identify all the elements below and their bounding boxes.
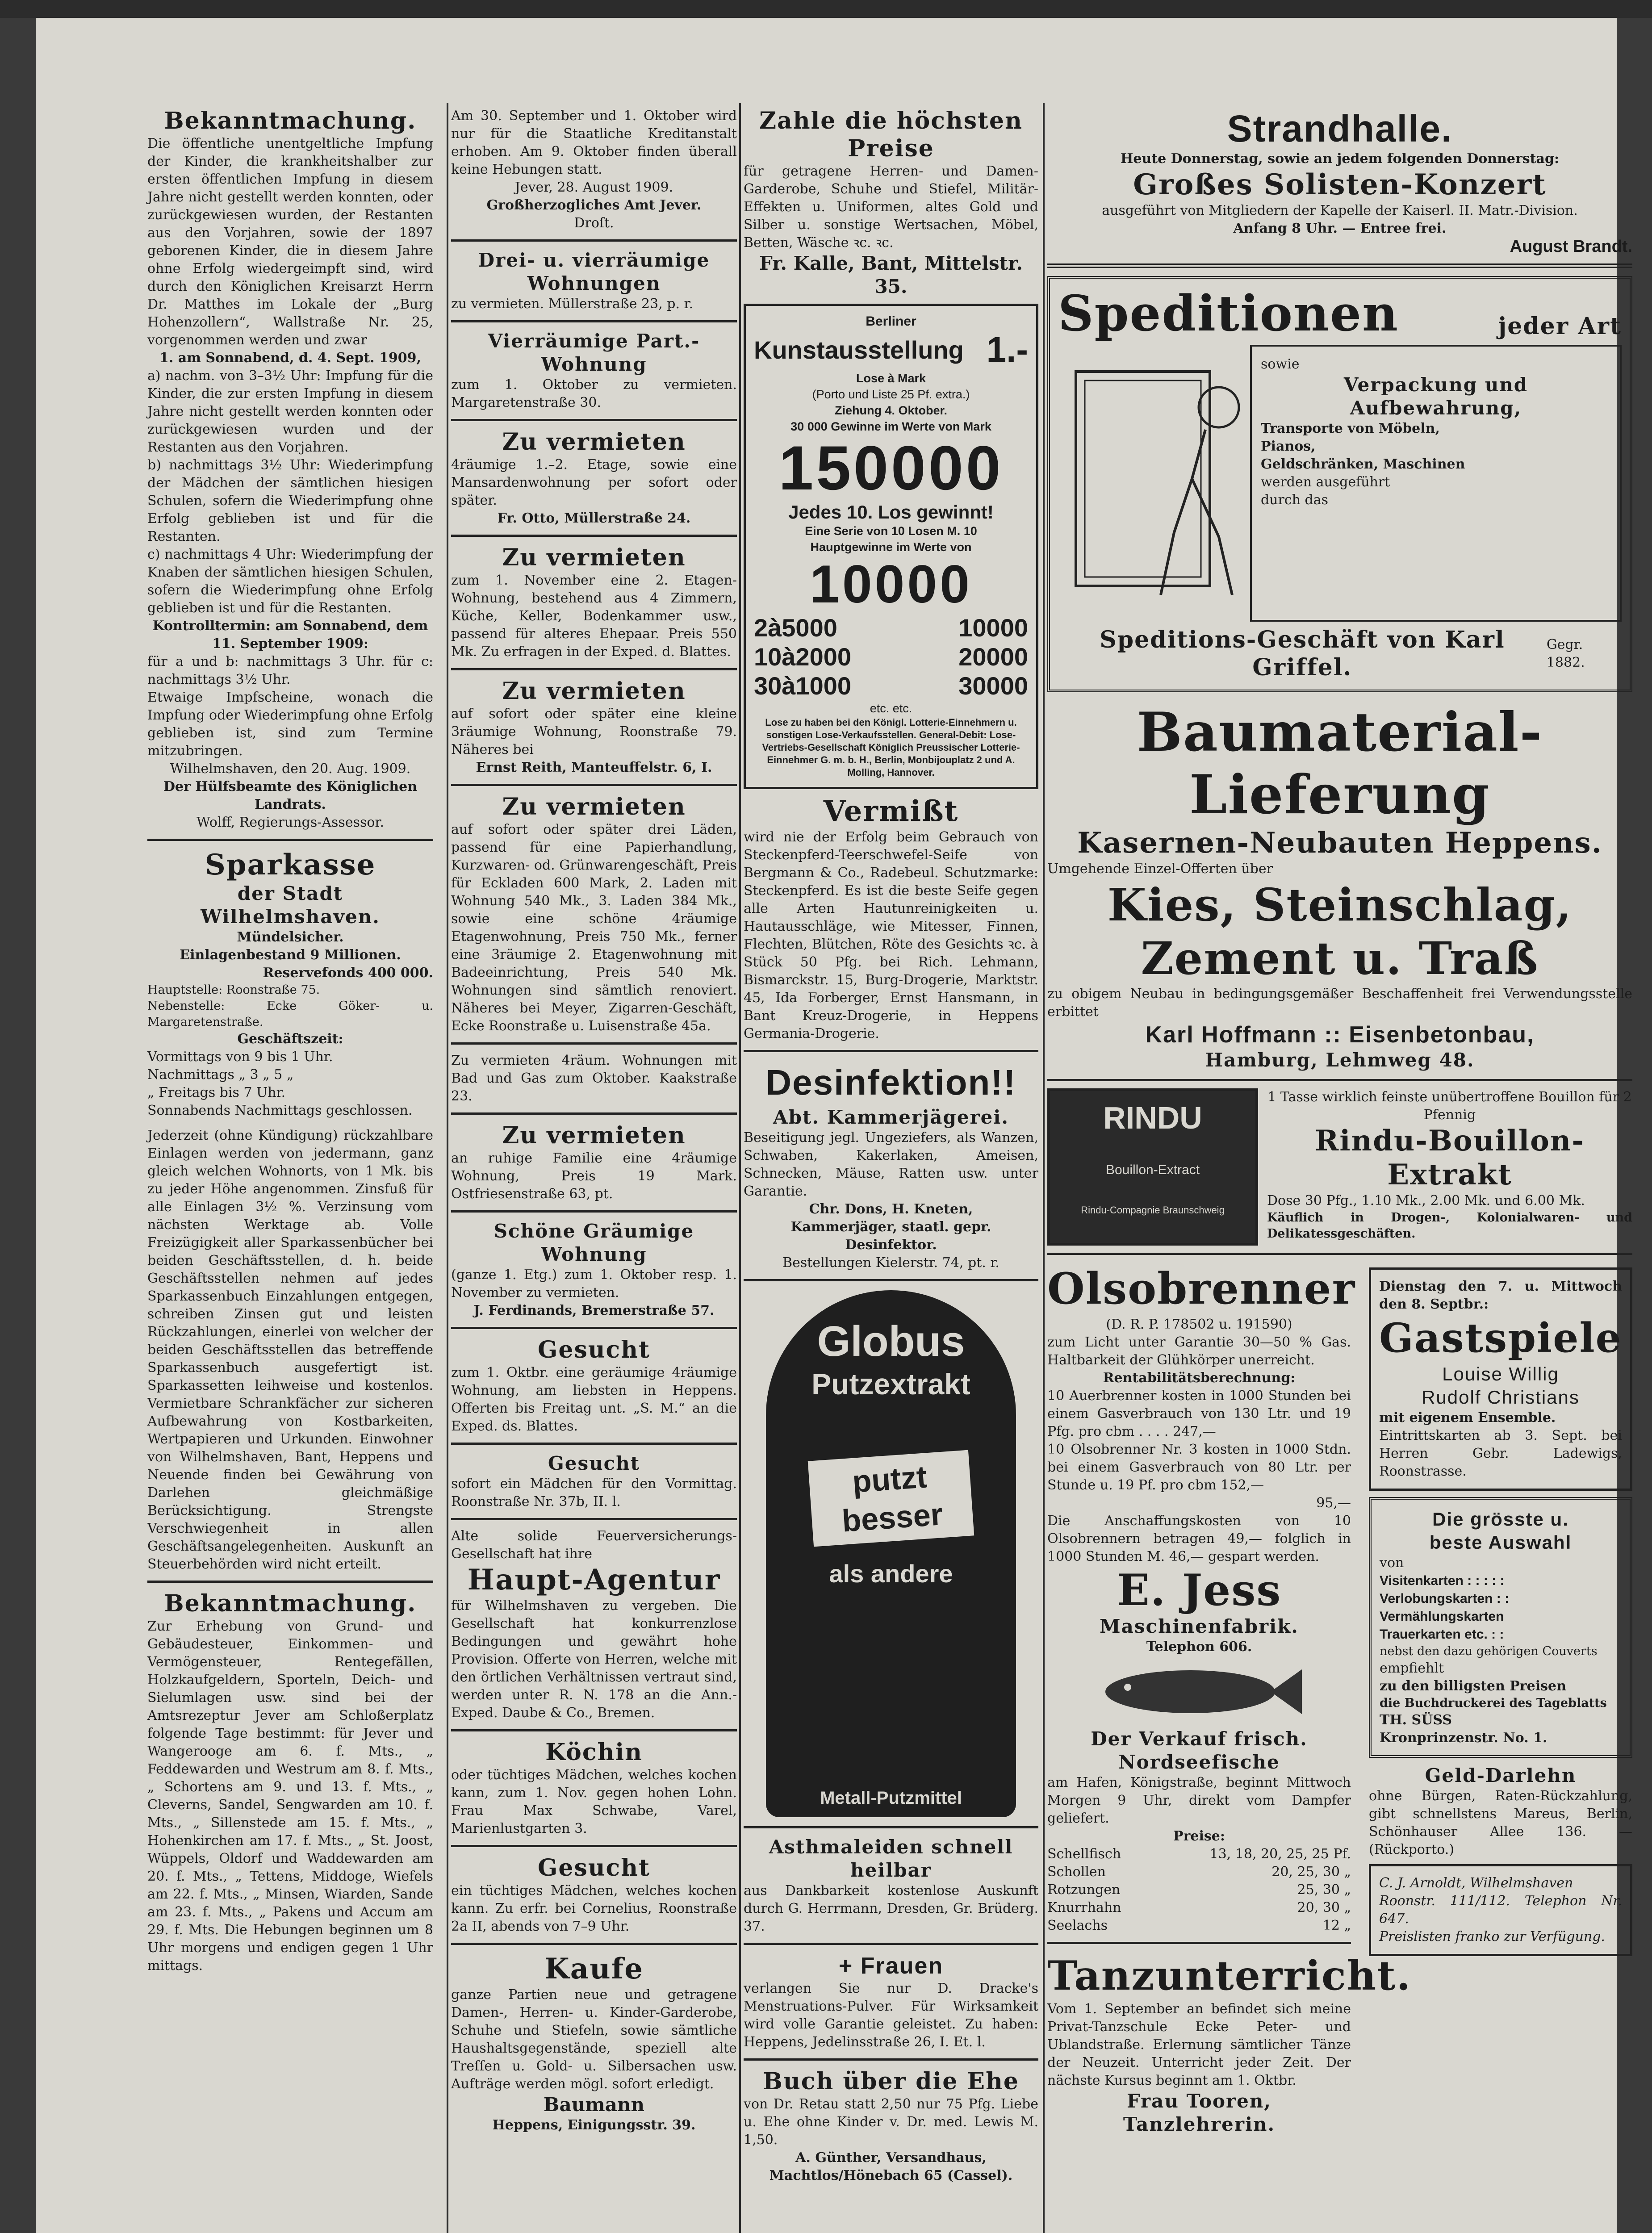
- column-rule: [739, 103, 741, 2233]
- ad-koechin-head: Köchin: [545, 1739, 643, 1766]
- ad-zu-vermieten-3-text: auf sofort oder später eine kleine 3räumige Wohnung, Roonstraße 79. Näheres bei: [451, 706, 737, 757]
- tanz-text: Vom 1. September an befindet sich meine Privat-Tanzschule Ecke Peter- und Ublandstraße. Erlernung sämtlicher Tänze der Neuzeit. Unterricht jeder Zeit. Der nächste Kursus beginnt am 1. Oktbr.: [1047, 2001, 1351, 2088]
- kontrolltermin: Kontrolltermin: am Sonnabend, dem 11. September 1909:: [152, 618, 428, 652]
- divider: [451, 668, 737, 670]
- bekanntmachung-rest: Etwaige Impfscheine, wonach die Impfung oder Wiederimpfung ohne Erfolg geblieben ist, sind zum Termine mitzubringen.: [147, 690, 433, 759]
- signature-office: Der Hülfsbeamte des Königlichen Landrats.: [163, 779, 418, 812]
- ad-kaufe-sig-2: Heppens, Einigungsstr. 39.: [492, 2117, 696, 2133]
- globus-title: Globus: [817, 1317, 965, 1365]
- column-2: [451, 107, 737, 2134]
- tanz-sig: Frau Tooren, Tanzlehrerin.: [1123, 2090, 1276, 2135]
- ad-desinfektion-sub: Abt. Kammerjägerei.: [773, 1106, 1009, 1128]
- sparkasse-hauptstelle: Hauptstelle: Roonstraße 75.: [147, 983, 320, 997]
- visitenkarten-item-2: Verlobungskarten : :: [1380, 1591, 1510, 1606]
- spedition-line-2: Aufbewahrung,: [1350, 397, 1522, 419]
- ad-preise-sig: Fr. Kalle, Bant, Mittelstr. 35.: [759, 252, 1023, 297]
- rindu-line-2: Dose 30 Pfg., 1.10 Mk., 2.00 Mk. und 6.00 Mk.: [1267, 1193, 1585, 1208]
- kontrolltermin-times: für a und b: nachmittags 3 Uhr. für c: nachmittags 3½ Uhr.: [147, 654, 433, 687]
- strandhalle-sig: August Brandt.: [1510, 237, 1632, 256]
- lottery-ad: [744, 304, 1038, 789]
- lottery-row-3-label: 30à1000: [754, 672, 852, 700]
- sparkasse-subtitle: der Stadt Wilhelmshaven.: [201, 882, 380, 928]
- spedition-line-6: werden ausgeführt: [1261, 474, 1390, 490]
- lottery-ziehung: Ziehung 4. Oktober.: [834, 404, 948, 417]
- fisch-prices: 20, 30 „: [1297, 1900, 1351, 1915]
- ad-vermisst-head: Vermißt: [823, 795, 959, 828]
- ad-part-wohnung-text: zum 1. Oktober zu vermieten. Margaretenstraße 30.: [451, 377, 737, 410]
- divider: [451, 320, 737, 322]
- visitenkarten-line-3: zu den billigsten Preisen: [1380, 1678, 1566, 1694]
- ad-kaufe-sig-1: Baumann: [544, 2094, 644, 2116]
- lottery-lose: Lose à Mark: [856, 372, 926, 385]
- page-top-strip: [0, 0, 1652, 18]
- strandhalle-head-2: Großes Solisten-Konzert: [1133, 168, 1547, 201]
- ad-zu-vermieten-3-head: Zu vermieten: [502, 677, 686, 705]
- amt-jever-office: Großherzogliches Amt Jever.: [486, 197, 702, 213]
- lottery-etc: etc. etc.: [870, 702, 912, 715]
- spedition-line-3: Transporte von Möbeln,: [1261, 421, 1440, 436]
- sparkasse-geschaeftszeit: Geschäftszeit:: [237, 1031, 343, 1047]
- divider: [744, 1279, 1038, 1281]
- ejess-head: E. Jess: [1117, 1565, 1282, 1615]
- ad-asthma-text: aus Dankbarkeit kostenlose Auskunft durch G. Herrmann, Dresden, Gr. Brüderg. 37.: [744, 1883, 1038, 1934]
- visitenkarten-line-4: die Buchdruckerei des Tageblatts: [1380, 1696, 1607, 1710]
- rindu-line-1: 1 Tasse wirklich feinste unübertroffene Bouillon für 2 Pfennig: [1267, 1089, 1632, 1123]
- divider: [744, 1826, 1038, 1828]
- baumaterial-sig-2: Hamburg, Lehmweg 48.: [1205, 1049, 1475, 1071]
- ad-desinfektion-sig-1: Chr. Dons, H. Kneten,: [809, 1201, 973, 1217]
- olsobrenner-calc-1: 10 Auerbrenner kosten in 1000 Stunden bei einem Gasverbrauch von 130 Ltr. und 19 Pfg. pro cbm . . . . 247,—: [1047, 1388, 1351, 1439]
- visitenkarten-item-3: Vermählungskarten: [1380, 1609, 1504, 1624]
- ad-frauen-head: + Frauen: [838, 1953, 944, 1979]
- spedition-line-5: Geldschränken, Maschinen: [1261, 456, 1465, 472]
- ad-schoene-wohnung-text: (ganze 1. Etg.) zum 1. Oktober resp. 1. November zu vermieten.: [451, 1267, 737, 1300]
- ad-zu-vermieten-1-sig: Fr. Otto, Müllerstraße 24.: [497, 510, 691, 526]
- fisch-name: Rotzungen: [1047, 1882, 1121, 1898]
- spedition-sig: Speditions-Geschäft von Karl Griffel.: [1100, 626, 1505, 681]
- olsobrenner-drp: (D. R. P. 178502 u. 191590): [1106, 1317, 1292, 1332]
- rindu-logo-text: RINDU: [1103, 1100, 1202, 1135]
- divider: [451, 784, 737, 786]
- sparkasse-zeit-2: Nachmittags „ 3 „ 5 „: [147, 1067, 294, 1083]
- lottery-haupt: Hauptgewinne im Werte von: [810, 540, 972, 554]
- strandhalle-head: Strandhalle.: [1227, 108, 1453, 150]
- ad-schoene-wohnung-sig: J. Ferdinands, Bremerstraße 57.: [473, 1303, 715, 1318]
- rindu-logo: [1047, 1088, 1258, 1246]
- sparkasse-zeit-1: Vormittags von 9 bis 1 Uhr.: [147, 1049, 333, 1065]
- ad-preise-text: für getragene Herren- und Damen-Garderobe, Schuhe und Stiefel, Militär-Effekten u. Uniformen, altes Gold und Silber u. sonstige Wertsachen, Möbel, Betten, Wäsche ꝛc. ꝛc.: [744, 163, 1038, 251]
- visitenkarten-head-2: beste Auswahl: [1429, 1532, 1572, 1553]
- ad-vermisst-text: wird nie der Erfolg beim Gebrauch von Steckenpferd-Teerschwefel-Seife von Bergmann & Co., Radebeul. Schutzmarke: Steckenpferd. Es ist die beste Seife gegen alle Arten Hautunreinigkeiten u. Hautausschläge, wie Mitesser, Finnen, Flechten, Blütchen, Röte des Gesichts ꝛc. à Stück 50 Pfg. bei Rich. Lehmann, Bismarckstr. 15, Burg-Drogerie, Marktstr. 45, Ida Forberger, Ernst Hansmann, in Bant Kreuz-Drogerie, in Heppens Germania-Drogerie.: [744, 829, 1038, 1041]
- fisch-prices: 20, 25, 30 „: [1271, 1864, 1351, 1880]
- ad-gesucht-2-text: sofort ein Mädchen für den Vormittag. Roonstraße Nr. 37b, II. l.: [451, 1476, 737, 1510]
- spedition-sowie: sowie: [1261, 356, 1300, 372]
- fisch-price-list: [1047, 1845, 1351, 1935]
- globus-als-andere: als andere: [829, 1560, 953, 1588]
- ad-drei-vierraeumige-head: Drei- u. vierräumige Wohnungen: [478, 249, 710, 294]
- strandhalle-line-1: Heute Donnerstag, sowie an jedem folgenden Donnerstag:: [1120, 151, 1560, 167]
- ad-preise-head: Zahle die höchsten Preise: [759, 107, 1023, 162]
- rindu-logo-company: Rindu-Compagnie Braunschweig: [1081, 1204, 1225, 1216]
- ad-desinfektion-sig-2: Kammerjäger, staatl. gepr. Desinfektor.: [790, 1219, 991, 1253]
- divider: [451, 1729, 737, 1731]
- rindu-line-3: Käuflich in Drogen-, Kolonialwaren- und Delikatessgeschäften.: [1267, 1211, 1632, 1241]
- strandhalle-line-2: ausgeführt von Mitgliedern der Kapelle der Kaiserl. II. Matr.-Division.: [1102, 203, 1578, 218]
- arnoldt-line-2: Roonstr. 111/112. Telephon Nr. 647.: [1379, 1893, 1622, 1927]
- column-1: [147, 107, 433, 1975]
- ad-zu-vermieten-1-head: Zu vermieten: [502, 428, 686, 456]
- divider: [451, 1443, 737, 1445]
- bekanntmachung-2-text: Zur Erhebung von Grund- und Gebäudesteuer, Einkommen- und Vermögensteuer, Rentegefällen, Holzkaufgeldern, Sporteln, Deich- und Sielumlagen usw. sind bei der Amtsrezeptur Jever am Schloßerplatz folgende Tage bestimmt: für Jever und Wangerooge am 6. f. Mts., „ Feddewarden und Westrum am 8. f. Mts., „ Schortens am 9. und 13. f. Mts., „ Cleverns, Sandel, Sengwarden am 10. f. Mts., „ Sillenstede am 15. f. Mts., „ Hohenkirchen am 17. f. Mts., „ St. Joost, Wüppels, Oldorf und Waddewarden am 20. f. Mts., „ Tettens, Middoge, Wiefels am 22. f. Mts., „ Minsen, Wiarden, Sande am 23. f. Mts., „ Pakens und Accum am 29. f. Mts. Die Hebungen beginnen um 8 Uhr morgens und endigen gegen 1 Uhr mittags.: [147, 1618, 433, 1974]
- ad-zu-vermieten-1-text: 4räumige 1.–2. Etage, sowie eine Mansardenwohnung per sofort oder später.: [451, 457, 737, 508]
- bekanntmachung-date: 1. am Sonnabend, d. 4. Sept. 1909,: [159, 350, 421, 366]
- ad-zu-vermieten-5-text: Zu vermieten 4räum. Wohnungen mit Bad und Gas zum Oktober. Kaakstraße 23.: [451, 1053, 737, 1104]
- globus-metall: Metall-Putzmittel: [820, 1788, 962, 1808]
- divider: [1047, 1253, 1632, 1255]
- lottery-serie: Eine Serie von 10 Losen M. 10: [805, 524, 977, 538]
- divider: [147, 1581, 433, 1583]
- fisch-name: Schollen: [1047, 1864, 1106, 1880]
- fisch-text: am Hafen, Königstraße, beginnt Mittwoch Morgen 9 Uhr, direkt vom Dampfer geliefert.: [1047, 1775, 1351, 1826]
- fish-icon: [1092, 1660, 1306, 1723]
- gastspiele-head: Gastspiele: [1379, 1314, 1622, 1362]
- baumaterial-sig-1: Karl Hoffmann :: Eisenbetonbau,: [1145, 1022, 1535, 1048]
- divider: [1047, 263, 1632, 268]
- fisch-price-row: [1047, 1845, 1351, 1863]
- ad-zu-vermieten-4-head: Zu vermieten: [502, 793, 686, 820]
- divider: [147, 839, 433, 841]
- globus-ad: [766, 1290, 1016, 1817]
- lottery-kunst: Kunstausstellung: [754, 335, 964, 364]
- lottery-price: 1.-: [986, 330, 1028, 369]
- darlehn-head: Geld-Darlehn: [1425, 1765, 1577, 1786]
- fisch-preise: Preise:: [1173, 1828, 1225, 1844]
- olsobrenner-text: zum Licht unter Garantie 30—50 % Gas. Haltbarkeit der Glühkörper unerreicht.: [1047, 1334, 1351, 1368]
- strandhalle-line-3: Anfang 8 Uhr. — Entree frei.: [1233, 221, 1447, 236]
- sparkasse-title: Sparkasse: [205, 848, 376, 882]
- visitenkarten-von: von: [1380, 1555, 1404, 1571]
- amt-jever-name: Droſt.: [574, 215, 614, 231]
- lottery-row-1-value: 10000: [958, 614, 1028, 642]
- ad-desinfektion-sig-3: Bestellungen Kielerstr. 74, pt. r.: [782, 1255, 1000, 1271]
- spedition-line-7: durch das: [1261, 492, 1329, 508]
- ejess-tel: Telephon 606.: [1146, 1639, 1252, 1655]
- lottery-10000: 10000: [810, 554, 972, 614]
- darlehn-text: ohne Bürgen, Raten-Rückzahlung, gibt schnellstens Mareus, Berlin, Schönhauser Allee 136. — (Rückporto.): [1369, 1788, 1632, 1857]
- visitenkarten-line-6: Kronprinzenstr. No. 1.: [1380, 1730, 1547, 1746]
- ad-zu-vermieten-2-head: Zu vermieten: [502, 544, 686, 571]
- spedition-head: Speditionen: [1058, 284, 1399, 342]
- visitenkarten-line-5: TH. SÜSS: [1380, 1712, 1452, 1728]
- baumaterial-line: Umgehende Einzel-Offerten über: [1047, 861, 1273, 877]
- fisch-head: Der Verkauf frisch. Nordseefische: [1091, 1728, 1308, 1773]
- fisch-price-row: [1047, 1917, 1351, 1935]
- ad-kaufe-text: ganze Partien neue und getragene Damen-, Herren- u. Kinder-Garderobe, Schuhe und Stiefeln, sowie sämtliche Haushaltsgegenstände, speziell alte Treſſen u. Gold- u. Silbersachen usw. Aufträge werden mögl. sofort erledigt.: [451, 1987, 737, 2092]
- spedition-line-4: Pianos,: [1261, 439, 1316, 454]
- gastspiele-ensemble: mit eigenem Ensemble.: [1379, 1410, 1556, 1426]
- sparkasse-einlagen: Einlagenbestand 9 Millionen.: [180, 947, 401, 963]
- column-4: [1047, 107, 1632, 2136]
- lottery-row-1-label: 2à5000: [754, 614, 837, 642]
- spedition-gegr: Gegr. 1882.: [1546, 637, 1585, 670]
- ad-zu-vermieten-6-text: an ruhige Familie eine 4räumige Wohnung, Preis 19 Mark. Ostfriesenstraße 63, pt.: [451, 1150, 737, 1202]
- divider: [451, 1518, 737, 1520]
- divider: [1047, 1942, 1351, 1944]
- bekanntmachung-text: Die öffentliche unentgeltliche Impfung der Kinder, die krankheitshalber zur ersten öffentlichen Impfung in diesem Jahre nicht gestellt werden konnten, oder zurückgewiesen wurden, der Restanten aus den Vorjahren, sowie der 1897 geborenen Kinder, die in diesem Jahre ohne Erfolg wiedergeimpft sind, wird durch den Königlichen Kreisarzt Herrn Dr. Matthes im Lokale der „Burg Hohenzollern“, Wallstraße Nr. 25, vorgenommen werden und zwar: [147, 136, 433, 348]
- spedition-line-1: Verpackung und: [1343, 374, 1528, 396]
- ad-kaufe-head: Kaufe: [544, 1952, 644, 1986]
- bekanntmachung-b: b) nachmittags 3½ Uhr: Wiederimpfung der Mädchen der sämtlichen hiesigen Schulen, sofern die Wiederimpfung ohne Erfolg geblieben ist und für die Restanten.: [147, 457, 433, 544]
- gastspiele-name-2: Rudolf Christians: [1422, 1387, 1580, 1408]
- amt-jever-text: Am 30. September und 1. Oktober wird nur für die Staatliche Kreditanstalt erhoben. Am 9. Oktober finden überall keine Hebungen statt.: [451, 108, 737, 177]
- ad-schoene-wohnung-head: Schöne Gräumige Wohnung: [494, 1220, 694, 1265]
- column-rule: [1043, 103, 1045, 2233]
- tanz-head: Tanzunterricht.: [1047, 1952, 1412, 1999]
- divider: [451, 1845, 737, 1847]
- divider: [451, 1210, 737, 1213]
- divider: [451, 239, 737, 242]
- ad-gesucht-2-head: Gesucht: [548, 1452, 640, 1474]
- globus-sub: Putzextrakt: [811, 1367, 970, 1401]
- fisch-name: Seelachs: [1047, 1918, 1108, 1933]
- olsobrenner-calc-3: 95,—: [1316, 1495, 1351, 1511]
- sparkasse-zeit-3: „ Freitags bis 7 Uhr.: [147, 1085, 286, 1100]
- lottery-berliner: Berliner: [866, 314, 916, 329]
- arnoldt-line-1: C. J. Arnoldt, Wilhelmshaven: [1379, 1875, 1573, 1891]
- baumaterial-head-2: Kies, Steinschlag, Zement u. Traß: [1107, 878, 1573, 985]
- divider: [451, 1042, 737, 1045]
- visitenkarten-line-1: nebst den dazu gehörigen Couverts: [1380, 1644, 1598, 1658]
- globus-putzt: putzt besser: [808, 1450, 974, 1547]
- lottery-main-prize: 150000: [778, 433, 1004, 503]
- fisch-name: Knurrhahn: [1047, 1900, 1121, 1915]
- gastspiele-date: Dienstag den 7. u. Mittwoch den 8. Septbr.:: [1379, 1279, 1622, 1312]
- divider: [744, 2058, 1038, 2061]
- ad-zu-vermieten-4-text: auf sofort oder später drei Läden, passend für eine Papierhandlung, Kurzwaren- od. Grünwarengeschäft, Preis für Eckladen 600 Mark, 2. Laden mit Wohnung 540 Mk., 3. Laden 384 Mk., sowie eine schöne 4räumige Etagenwohnung, Preis 750 Mk., ferner eine 3räumige 2. Etagenwohnung mit Badeeinrichtung, Preis 540 Mk. Wohnungen sind sämtlich renoviert. Näheres bei Meyer, Zigarren-Geschäft, Ecke Roonstraße u. Luisenstraße 45a.: [451, 822, 737, 1034]
- divider: [451, 419, 737, 421]
- bekanntmachung-c: c) nachmittags 4 Uhr: Wiederimpfung der Knaben der sämtlichen hiesigen Schulen, sofern die Wiederimpfung ohne Erfolg geblieben ist und für die Restanten.: [147, 547, 433, 616]
- visitenkarten-line-2: empfiehlt: [1380, 1660, 1444, 1676]
- ad-agentur-head: Haupt-Agentur: [467, 1563, 721, 1597]
- visitenkarten-head-1: Die grösste u.: [1432, 1509, 1569, 1530]
- signature-name: Wolff, Regierungs-Assessor.: [196, 815, 385, 830]
- column-rule: [447, 103, 448, 2233]
- bekanntmachung-title: Bekanntmachung.: [164, 107, 417, 134]
- bekanntmachung-a: a) nachm. von 3–3½ Uhr: Impfung für die Kinder, die zur ersten Impfung in diesem Jahre nicht gestellt werden konnten oder zurückgewiesen wurden und der Restanten aus den Vorjahren.: [147, 368, 433, 455]
- ad-ehe-text: von Dr. Retau statt 2,50 nur 75 Pfg. Liebe u. Ehe ohne Kinder v. Dr. med. Lewis M. 1,50.: [744, 2096, 1038, 2148]
- sparkasse-text: Jederzeit (ohne Kündigung) rückzahlbare Einlagen werden von jedermann, ganz gleich welchen Wohnorts, von 1 Mk. bis zu jeder Höhe angenommen. Zinsfuß für alle Einlagen 3½ %. Verzinsung vom nächsten Werktage ab. Volle Freizügigkeit aller Sparkassenbücher bei beiden Geschäftsstellen, d. h. beide Geschäftsstellen nehmen auf jedes Sparkassenbuch Einzahlungen entgegen, schreiben Zinsen gut und leisten Rückzahlungen, einerlei von welcher der beiden Geschäftsstellen das betreffende Sparkassenbuch ausgefertigt ist. Sparkassetten leihweise und kostenlos. Vermietbare Schrankfächer zur sicheren Aufbewahrung von Kostbarkeiten, Wertpapieren und Urkunden. Einwohner von Wilhelmshaven, Bant, Heppens und Neuende finden bei Gewährung von Darlehen gleichmäßige Berücksichtigung. Strengste Verschwiegenheit in allen Geschäftsangelegenheiten. Auskunft an Steuerbehörden wird nicht erteilt.: [147, 1128, 433, 1572]
- divider: [744, 1050, 1038, 1052]
- visitenkarten-item-4: Trauerkarten etc. : :: [1380, 1627, 1504, 1642]
- ad-gesucht-3-text: ein tüchtiges Mädchen, welches kochen kann. Zu erfr. bei Cornelius, Roonstraße 2a II, abends von 7–9 Uhr.: [451, 1883, 737, 1934]
- ad-desinfektion-text: Beseitigung jegl. Ungeziefers, als Wanzen, Schwaben, Kakerlaken, Ameisen, Schnecken, Mäuse, Ratten usw. unter Garantie.: [744, 1130, 1038, 1199]
- arnoldt-line-3: Preislisten franko zur Verfügung.: [1379, 1929, 1605, 1944]
- ad-zu-vermieten-3-sig: Ernst Reith, Manteuffelstr. 6, I.: [476, 760, 712, 775]
- ad-zu-vermieten-6-head: Zu vermieten: [502, 1122, 686, 1149]
- ad-asthma-head: Asthmaleiden schnell heilbar: [769, 1836, 1013, 1881]
- signature-date: Wilhelmshaven, den 20. Aug. 1909.: [170, 761, 411, 777]
- ad-drei-vierraeumige-text: zu vermieten. Müllerstraße 23, p. r.: [451, 296, 694, 312]
- ad-gesucht-1-text: zum 1. Oktbr. eine geräumige 4räumige Wohnung, am liebsten in Heppens. Offerten bis Freitag unt. „S. M.“ an die Exped. ds. Blattes.: [451, 1365, 737, 1434]
- baumaterial-text: zu obigem Neubau in bedingungsgemäßer Beschaffenheit frei Verwendungsstelle erbittet: [1047, 986, 1632, 1020]
- ad-agentur-intro: Alte solide Feuerversicherungs-Gesellschaft hat ihre: [451, 1528, 737, 1562]
- spedition-jeder-art: jeder Art: [1498, 313, 1622, 340]
- fisch-price-row: [1047, 1899, 1351, 1917]
- divider: [744, 1943, 1038, 1945]
- lottery-row-2-value: 20000: [958, 643, 1028, 671]
- gastspiele-text: Eintrittskarten ab 3. Sept. bei Herren Gebr. Ladewigs, Roonstrasse.: [1379, 1428, 1622, 1479]
- lottery-jedes: Jedes 10. Los gewinnt!: [788, 502, 994, 523]
- ad-part-wohnung-head: Vierräumige Part.-Wohnung: [488, 330, 700, 375]
- spedition-ad: [1047, 276, 1632, 692]
- sparkasse-nebenstelle: Nebenstelle: Ecke Göker- u. Margaretenstraße.: [147, 999, 433, 1029]
- spedition-illustration: [1058, 345, 1246, 622]
- rindu-head: Rindu-Bouillon-Extrakt: [1315, 1124, 1585, 1192]
- rindu-ad: [1047, 1088, 1632, 1246]
- amt-jever-date: Jever, 28. August 1909.: [514, 180, 673, 195]
- divider: [451, 1112, 737, 1115]
- olsobrenner-head: Olsobrenner: [1047, 1263, 1356, 1314]
- lottery-gewinne: 30 000 Gewinne im Werte von Mark: [790, 420, 991, 433]
- lottery-row-2-label: 10à2000: [754, 643, 852, 671]
- ad-agentur-text: für Wilhelmshaven zu vergeben. Die Gesellschaft hat konkurrenzlose Bedingungen und gewährt hohe Provision. Offerte von Herren, welche mit den örtlichen Verhältnissen vertraut sind, werden unter R. N. 178 an die Ann.-Exped. Daube & Co., Bremen.: [451, 1598, 737, 1721]
- ad-ehe-sig: A. Günther, Versandhaus, Machtlos/Hönebach 65 (Cassel).: [769, 2150, 1013, 2183]
- olsobrenner-calc-2: 10 Olsobrenner Nr. 3 kosten in 1000 Stdn. bei einem Gasverbrauch von 80 Ltr. per Stunde u. 19 Pf. pro cbm 152,—: [1047, 1442, 1351, 1493]
- visitenkarten-item-1: Visitenkarten : : : : :: [1380, 1573, 1505, 1588]
- divider: [451, 535, 737, 537]
- fisch-name: Schellfisch: [1047, 1846, 1121, 1862]
- sparkasse-reserve: Reservefonds 400 000.: [263, 965, 433, 981]
- fisch-prices: 25, 30 „: [1297, 1882, 1351, 1898]
- divider: [451, 1327, 737, 1329]
- lottery-row-3-value: 30000: [958, 672, 1028, 700]
- sparkasse-zeit-4: Sonnabends Nachmittags geschlossen.: [147, 1103, 413, 1118]
- ejess-sub: Maschinenfabrik.: [1100, 1615, 1299, 1637]
- fisch-prices: 12 „: [1322, 1918, 1351, 1933]
- fisch-prices: 13, 18, 20, 25, 25 Pf.: [1209, 1846, 1351, 1862]
- divider: [1047, 1079, 1632, 1081]
- fisch-price-row: [1047, 1863, 1351, 1881]
- ad-frauen-text: verlangen Sie nur D. Dracke's Menstruations-Pulver. Für Wirksamkeit wird volle Garantie geleistet. Zu haben: Heppens, Jedelinsstraße 26, I. Et. l.: [744, 1981, 1038, 2050]
- olsobrenner-calc-4: Die Anschaffungskosten von 10 Olsobrennern betragen 49,— folglich in 1000 Stunden M. 46,— gespart werden.: [1047, 1513, 1351, 1564]
- lottery-porto: (Porto und Liste 25 Pf. extra.): [812, 388, 970, 401]
- ad-gesucht-3-head: Gesucht: [537, 1854, 651, 1882]
- bekanntmachung-2-title: Bekanntmachung.: [164, 1590, 417, 1617]
- gastspiele-name-1: Louise Willig: [1442, 1363, 1559, 1384]
- baumaterial-sub: Kasernen-Neubauten Heppens.: [1077, 826, 1602, 860]
- ad-koechin-text: oder tüchtiges Mädchen, welches kochen kann, zum 1. Nov. gegen hohen Lohn. Frau Max Schwabe, Varel, Marienlustgarten 3.: [451, 1767, 737, 1836]
- ad-ehe-head: Buch über die Ehe: [763, 2068, 1019, 2095]
- baumaterial-head: Baumaterial-Lieferung: [1137, 701, 1543, 826]
- divider: [451, 1943, 737, 1945]
- ad-gesucht-1-head: Gesucht: [537, 1336, 651, 1363]
- lottery-footer: Lose zu haben bei den Königl. Lotterie-Einnehmern u. sonstigen Lose-Verkaufsstellen. General-Debit: Lose-Vertriebs-Gesellschaft Königlich Preussischer Lotterie-Einnehmer G. m. b. H., Berlin, Monbijouplatz 2 und A. Molling, Hannover.: [762, 717, 1020, 778]
- rindu-logo-sub: Bouillon-Extract: [1105, 1162, 1200, 1177]
- ad-desinfektion-head: Desinfektion!!: [765, 1062, 1016, 1102]
- column-3: [744, 107, 1038, 2185]
- olsobrenner-calc: Rentabilitätsberechnung:: [1103, 1370, 1296, 1386]
- sparkasse-muendel: Mündelsicher.: [237, 929, 344, 945]
- fisch-price-row: [1047, 1881, 1351, 1899]
- ad-zu-vermieten-2-text: zum 1. November eine 2. Etagen-Wohnung, bestehend aus 4 Zimmern, Küche, Keller, Bodenkammer usw., passend für alteres Ehepaar. Preis 550 Mk. Zu erfragen in der Exped. d. Blattes.: [451, 573, 737, 660]
